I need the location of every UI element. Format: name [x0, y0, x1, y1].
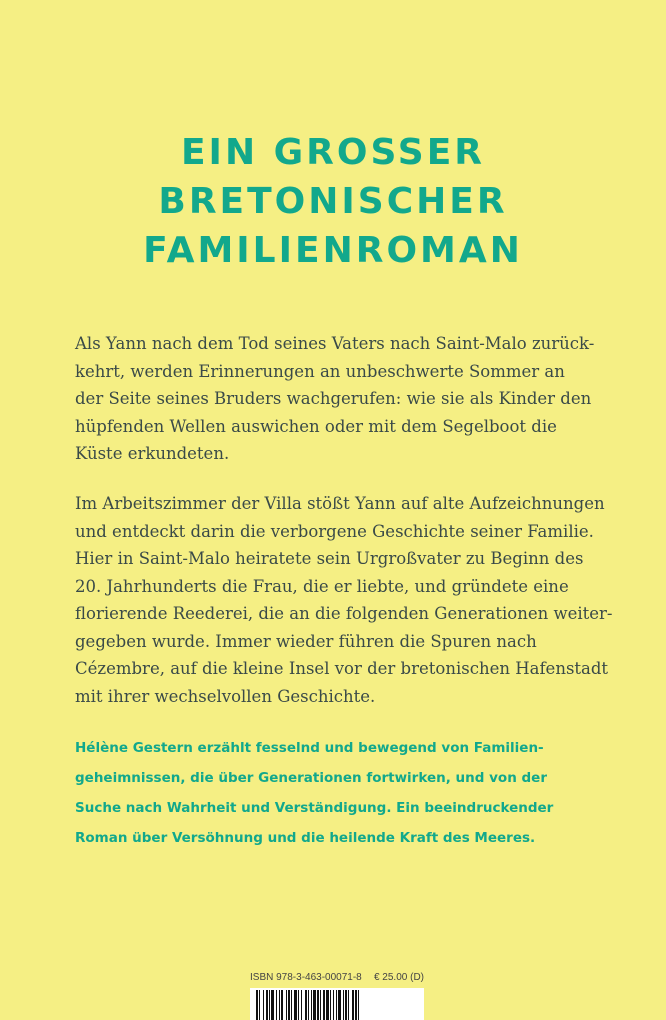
barcode-bar — [301, 990, 302, 1020]
blurb-line: geheimnissen, die über Generationen fortwirken, und von der — [75, 770, 547, 786]
blurb — [75, 733, 605, 853]
blurb-line: Hélène Gestern erzählt fesselnd und bewegend von Familien- — [75, 740, 544, 756]
barcode-bar — [259, 990, 260, 1020]
barcode-bar — [323, 990, 325, 1020]
barcode-bar — [345, 990, 347, 1020]
paragraph-line: kehrt, werden Erinnerungen an unbeschwerte Sommer an — [75, 361, 565, 381]
paragraph-line: Cézembre, auf die kleine Insel vor der bretonischen Hafenstadt — [75, 659, 609, 678]
barcode-bar — [266, 990, 268, 1020]
barcode-bar — [311, 990, 312, 1020]
barcode-bar — [326, 990, 329, 1020]
barcode-bar — [352, 990, 354, 1020]
barcode-bar — [294, 990, 297, 1020]
barcode-bar — [298, 990, 299, 1020]
isbn-row — [250, 972, 424, 983]
barcode-bar — [269, 990, 270, 1020]
synopsis-paragraph-2 — [75, 490, 613, 710]
headline-line-3: FAMILIENROMAN — [143, 230, 523, 271]
blurb-line: Suche nach Wahrheit und Verständigung. Ein beeindruckender — [75, 800, 554, 816]
barcode-bar — [358, 990, 359, 1020]
blurb-line: Roman über Versöhnung und die heilende Kraft des Meeres. — [75, 830, 536, 846]
paragraph-line: Küste erkundeten. — [75, 444, 230, 463]
barcode-bar — [305, 990, 307, 1020]
price-label: € 25.00 (D) — [373, 972, 424, 983]
paragraph-line: Hier in Saint-Malo heiratete sein Urgroßvater zu Beginn des — [75, 549, 584, 568]
barcode-bar — [256, 990, 258, 1020]
isbn-number: ISBN 978-3-463-00071-8 — [250, 972, 362, 983]
barcode-bar — [317, 990, 319, 1020]
barcode-bar — [279, 990, 280, 1020]
barcode-bar — [281, 990, 283, 1020]
headline-line-1: EIN GROSSER — [180, 132, 486, 173]
paragraph-line: Im Arbeitszimmer der Villa stößt Yann auf alte Aufzeichnungen — [75, 494, 605, 513]
paragraph-line: mit ihrer wechselvollen Geschichte. — [75, 686, 376, 706]
barcode-bar — [333, 990, 334, 1020]
barcode-bar — [330, 990, 331, 1020]
barcode-bar — [338, 990, 341, 1020]
paragraph-line: und entdeckt darin die verborgene Geschichte seiner Familie. — [75, 521, 594, 541]
barcode-bar — [336, 990, 337, 1020]
paragraph-line: der Seite seines Bruders wachgerufen: wie sie als Kinder den — [75, 389, 592, 408]
barcode-bar — [276, 990, 277, 1020]
barcode-bar — [291, 990, 292, 1020]
barcode-bar — [286, 990, 287, 1020]
paragraph-line: florierende Reederei, die an die folgenden Generationen weiter- — [75, 604, 613, 623]
barcode-bar — [320, 990, 321, 1020]
barcode — [250, 988, 424, 1020]
barcode-bar — [313, 990, 316, 1020]
barcode-bar — [288, 990, 290, 1020]
barcode-graphic — [250, 988, 424, 1020]
barcode-bar — [271, 990, 274, 1020]
barcode-bar — [355, 990, 357, 1020]
barcode-bar — [343, 990, 344, 1020]
barcode-bar — [348, 990, 349, 1020]
barcode-bar — [308, 990, 309, 1020]
synopsis-paragraph-1 — [75, 330, 605, 468]
paragraph-line: 20. Jahrhunderts die Frau, die er liebte, und gründete eine — [75, 576, 569, 596]
paragraph-line: gegeben wurde. Immer wieder führen die Spuren nach — [75, 631, 537, 651]
headline-line-2: BRETONISCHER — [158, 181, 508, 222]
paragraph-line: hüpfenden Wellen auswichen oder mit dem Segelboot die — [75, 416, 557, 436]
paragraph-line: Als Yann nach dem Tod seines Vaters nach Saint-Malo zurück- — [75, 334, 595, 353]
barcode-bar — [263, 990, 264, 1020]
headline — [0, 128, 666, 275]
